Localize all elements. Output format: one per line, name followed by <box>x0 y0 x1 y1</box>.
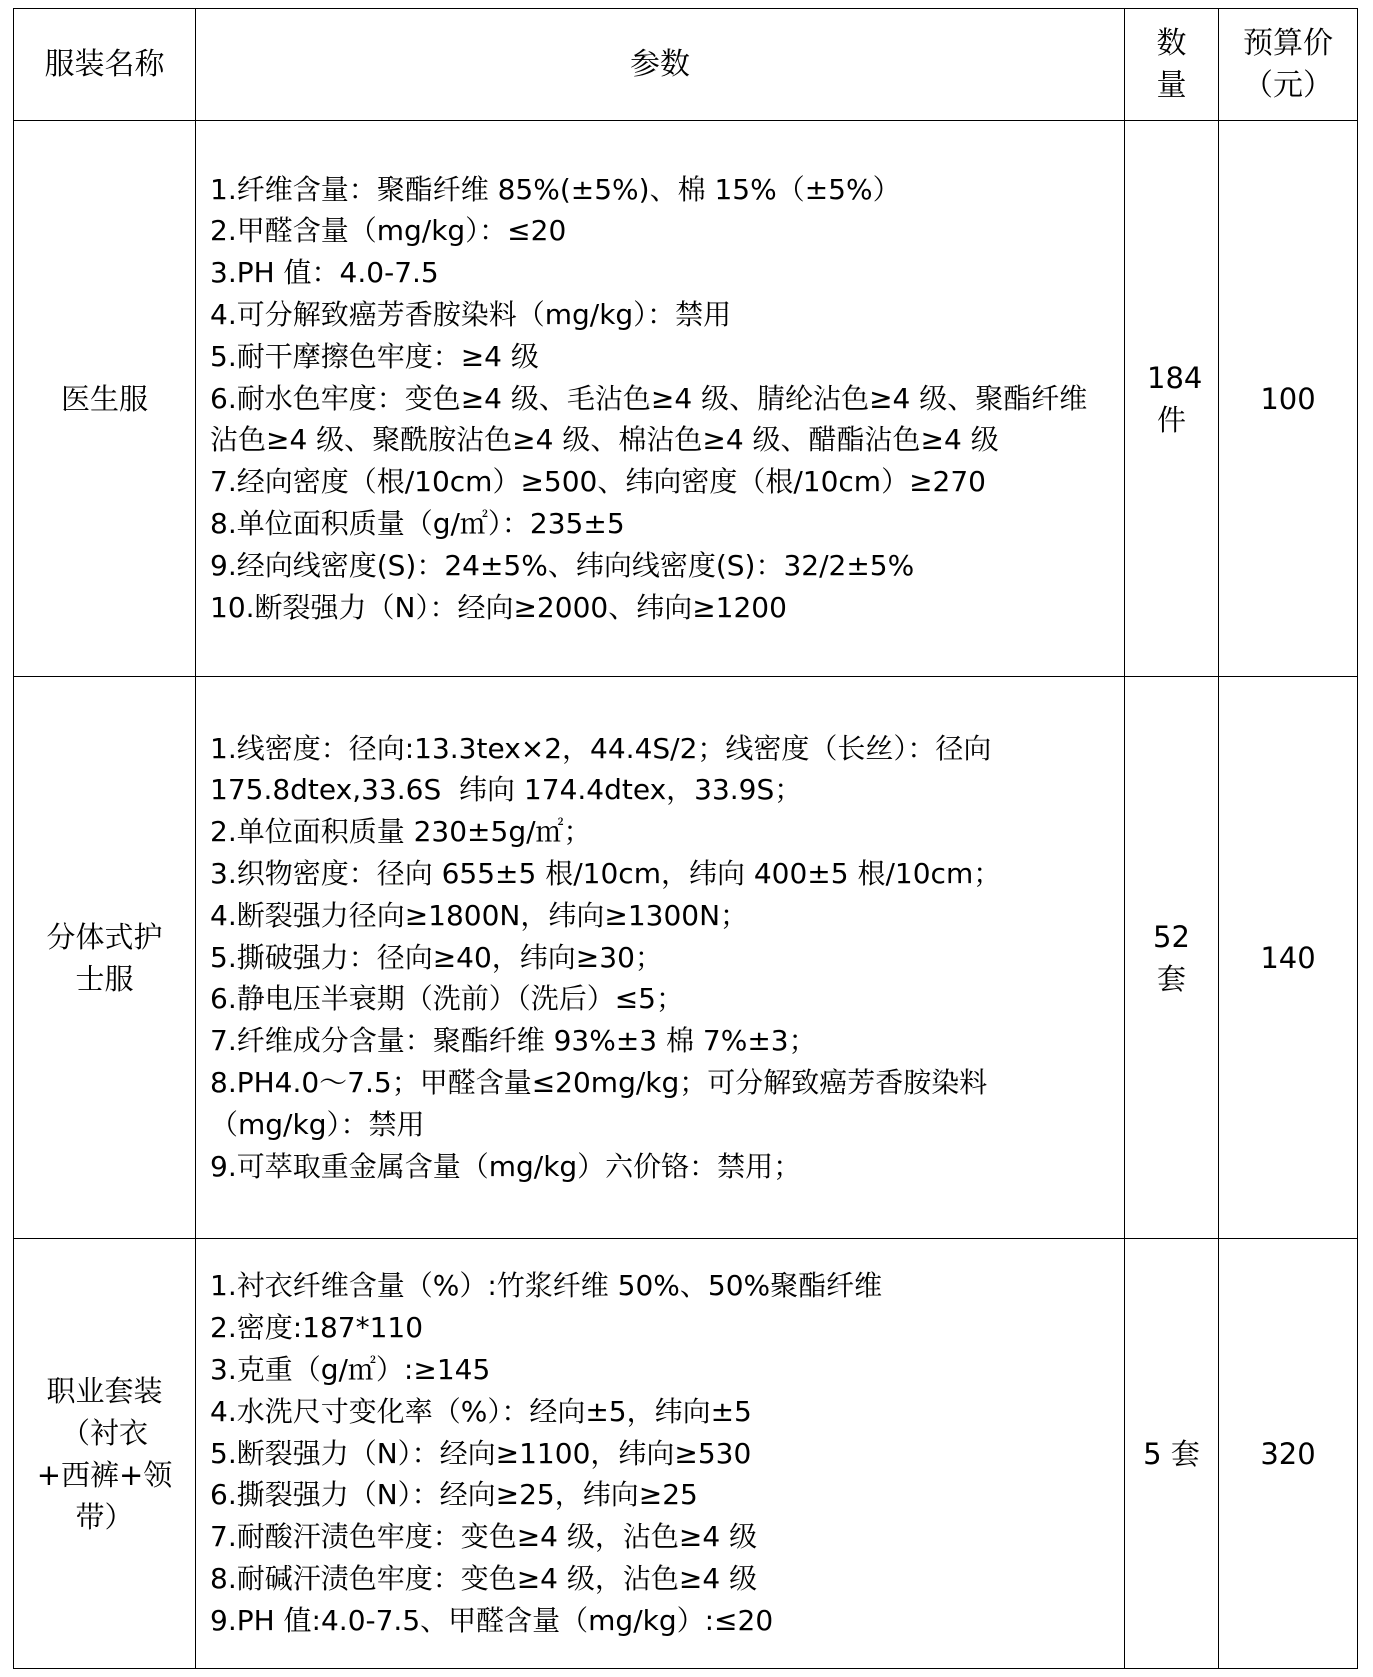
header-quantity: 数量 <box>1125 9 1219 121</box>
table-header-row <box>14 9 1358 121</box>
table-row <box>14 677 1358 1239</box>
garment-name: 医生服 <box>14 121 196 677</box>
param-line: 4.可分解致癌芳香胺染料（mg/kg）：禁用 <box>210 298 732 331</box>
param-line: 3.织物密度：径向 655±5 根/10cm，纬向 400±5 根/10cm； <box>210 857 1002 890</box>
param-line: 9.经向线密度(S)：24±5%、纬向线密度(S)：32/2±5% <box>210 548 915 582</box>
garment-quantity: 184 件 <box>1125 121 1219 677</box>
garment-parameters <box>196 121 1125 677</box>
param-line: 7.经向密度（根/10cm）≥500、纬向密度（根/10cm）≥270 <box>210 465 986 499</box>
param-line: 10.断裂强力（N）：经向≥2000、纬向≥1200 <box>210 590 787 624</box>
param-line: 7.纤维成分含量：聚酯纤维 93%±3 棉 7%±3； <box>210 1024 817 1058</box>
garment-parameters <box>196 677 1125 1239</box>
garment-quantity: 5 套 <box>1125 1239 1219 1669</box>
param-line: 6.耐水色牢度：变色≥4 级、毛沾色≥4 级、腈纶沾色≥4 级、聚酯纤维沾色≥4 级、聚酰胺沾色≥4 级、棉沾色≥4 级、醋酯沾色≥4 级 <box>210 381 1088 457</box>
param-line: 1.纤维含量：聚酯纤维 85%(±5%)、棉 15%（±5%） <box>210 172 901 206</box>
param-line: 5.撕破强力：径向≥40，纬向≥30； <box>210 940 663 974</box>
param-line: 2.单位面积质量 230±5g/㎡； <box>210 815 592 849</box>
param-line: 1.线密度：径向:13.3tex×2，44.4S/2；线密度（长丝）：径向 175.8dtex,33.6S 纬向 174.4dtex，33.9S； <box>210 731 1001 807</box>
param-line: 3.PH 值：4.0-7.5 <box>210 256 439 290</box>
header-garment-name: 服装名称 <box>14 9 196 121</box>
param-line: 1.衬衣纤维含量（%）:竹浆纤维 50%、50%聚酯纤维 <box>210 1269 883 1303</box>
garment-budget-price: 100 <box>1219 121 1358 677</box>
param-line: 9.可萃取重金属含量（mg/kg）六价铬：禁用； <box>210 1149 802 1183</box>
param-line: 5.断裂强力（N）：经向≥1100，纬向≥530 <box>210 1436 752 1470</box>
table-row <box>14 121 1358 677</box>
param-line: 3.克重（g/㎡）:≥145 <box>210 1353 491 1386</box>
param-line: 8.PH4.0～7.5；甲醛含量≤20mg/kg；可分解致癌芳香胺染料（mg/kg）：禁用 <box>210 1065 988 1141</box>
garment-budget-price: 320 <box>1219 1239 1358 1669</box>
garment-quantity: 52 套 <box>1125 677 1219 1239</box>
header-budget-price: 预算价（元） <box>1219 9 1358 121</box>
param-line: 7.耐酸汗渍色牢度：变色≥4 级，沾色≥4 级 <box>210 1520 758 1554</box>
garment-name: 分体式护士服 <box>14 677 196 1239</box>
garment-parameters <box>196 1239 1125 1669</box>
param-line: 2.密度:187*110 <box>210 1311 424 1345</box>
garment-spec-table <box>13 8 1358 1669</box>
param-line: 6.撕裂强力（N）：经向≥25，纬向≥25 <box>210 1478 698 1512</box>
garment-name: 职业套装（衬衣+西裤+领带） <box>14 1239 196 1669</box>
header-parameters: 参数 <box>196 9 1125 121</box>
param-line: 6.静电压半衰期（洗前）（洗后）≤5； <box>210 982 684 1016</box>
param-line: 9.PH 值:4.0-7.5、甲醛含量（mg/kg）:≤20 <box>210 1603 774 1637</box>
param-line: 8.耐碱汗渍色牢度：变色≥4 级，沾色≥4 级 <box>210 1561 758 1595</box>
param-line: 5.耐干摩擦色牢度：≥4 级 <box>210 339 539 373</box>
param-line: 2.甲醛含量（mg/kg）：≤20 <box>210 214 567 248</box>
param-line: 4.断裂强力径向≥1800N，纬向≥1300N； <box>210 898 749 932</box>
table-row <box>14 1239 1358 1669</box>
garment-budget-price: 140 <box>1219 677 1358 1239</box>
param-line: 4.水洗尺寸变化率（%）：经向±5，纬向±5 <box>210 1394 752 1428</box>
param-line: 8.单位面积质量（g/㎡）：235±5 <box>210 506 625 540</box>
